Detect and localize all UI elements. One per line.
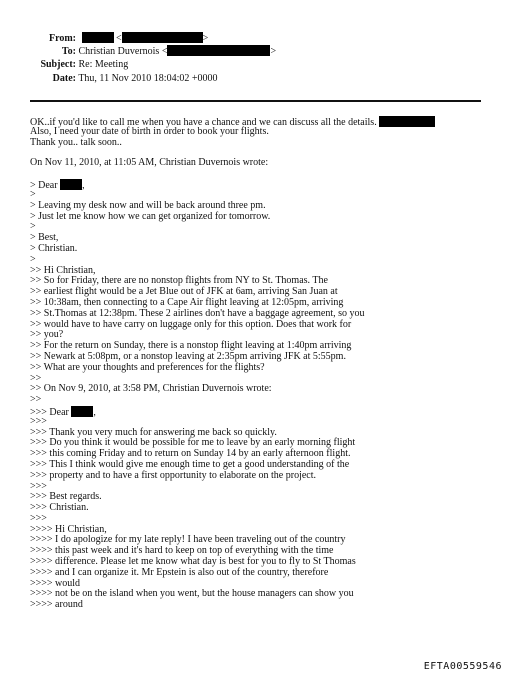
quoted-line: >> St.Thomas at 12:38pm. These 2 airlines don't have a baggage agreement, so you — [30, 307, 365, 319]
quoted-line: >> What are your thoughts and preferences for the flights? — [30, 361, 265, 373]
quoted-line: > Christian. — [30, 242, 78, 254]
body-line: Also, I need your date of birth in order to book your flights. — [30, 125, 269, 137]
quoted-line: > — [30, 253, 36, 265]
quoted-line: >>>> Hi Christian, — [30, 523, 107, 535]
quoted-line: >>>> this past week and it's hard to keep on top of everything with the time — [30, 545, 334, 557]
quoted-line: >>> Best regards. — [30, 491, 102, 503]
quoted-line: >> earliest flight would be a Jet Blue out of JFK at 6am, arriving San Juan at — [30, 286, 338, 298]
quoted-line: >> Newark at 5:08pm, or a nonstop leaving at 2:35pm arriving JFK at 5:55pm. — [30, 350, 346, 362]
redaction-block — [71, 406, 93, 417]
to-label: To: — [61, 46, 76, 57]
quoted-line: > Best, — [30, 232, 59, 244]
email-body — [30, 116, 490, 611]
from-row — [0, 32, 480, 45]
subject-row — [0, 58, 480, 71]
date-label: Date: — [52, 73, 76, 84]
angle-close: > — [202, 33, 209, 44]
document-id: EFTA00559546 — [423, 661, 502, 672]
redaction-block — [167, 45, 270, 56]
redaction-block — [82, 32, 114, 43]
quoted-line: >>> — [30, 480, 47, 492]
from-label: From: — [48, 33, 76, 44]
quoted-line: >>>> would — [30, 577, 81, 589]
quoted-line: >> Hi Christian, — [30, 264, 96, 276]
quoted-line: >>> Do you think it would be possible for me to leave by an early morning flight — [30, 437, 356, 449]
redaction-block — [379, 116, 435, 127]
quoted-line: >> So for Friday, there are no nonstop flights from NY to St. Thomas. The — [30, 275, 328, 287]
angle-open: < — [116, 33, 122, 44]
quoted-line: >>> Christian. — [30, 502, 89, 514]
quoted-line: > — [30, 221, 36, 233]
date-value: Thu, 11 Nov 2010 18:04:02 +0000 — [78, 73, 218, 84]
quoted-line: >> For the return on Sunday, there is a nonstop flight leaving at 1:40pm arriving — [30, 340, 352, 352]
body-line: Thank you.. talk soon.. — [30, 136, 122, 148]
quoted-line: >> — [30, 372, 42, 384]
greeting-line: > Dear , — [30, 180, 85, 192]
header-divider — [30, 100, 481, 102]
angle-close: > — [270, 46, 277, 57]
to-row — [0, 45, 480, 58]
subject-value: Re: Meeting — [78, 59, 129, 70]
quoted-line: > Leaving my desk now and will be back around three pm. — [30, 199, 266, 211]
date-row — [0, 72, 480, 85]
quoted-line: >>> — [30, 512, 47, 524]
greeting-line: >>> Dear , — [30, 406, 96, 418]
quoted-line: >> would have to have carry on luggage only for this option. Does that work for — [30, 318, 352, 330]
quoted-line: > — [30, 188, 36, 200]
redaction-block — [60, 179, 82, 190]
quoted-line: >> On Nov 9, 2010, at 3:58 PM, Christian Duvernois wrote: — [30, 383, 272, 395]
quoted-line: >> 10:38am, then connecting to a Cape Air flight leaving at 12:05pm, arriving — [30, 296, 344, 308]
quoted-line: >>> property and to have a first opportunity to elaborate on the project. — [30, 469, 317, 481]
quoted-line: >>> Thank you very much for answering me back so quickly. — [30, 426, 277, 438]
to-name: Christian Duvernois < — [78, 46, 168, 57]
quoted-line: >>> this coming Friday and to return on Sunday 14 by an early afternoon flight. — [30, 448, 351, 460]
quoted-line: >>>> around — [30, 599, 83, 611]
body-line: OK..if you'd like to call me when you have a chance and we can discuss all the details. — [30, 116, 490, 127]
quoted-line: >> — [30, 394, 42, 406]
quoted-line: >>>> I do apologize for my late reply! I have been traveling out of the country — [30, 534, 346, 546]
quoted-line: >>> This I think would give me enough time to get a good understanding of the — [30, 458, 350, 470]
quoted-line: >>> — [30, 415, 47, 427]
quoted-line: >> you? — [30, 329, 64, 341]
subject-label: Subject: — [40, 59, 76, 70]
attribution-line: On Nov 11, 2010, at 11:05 AM, Christian Duvernois wrote: — [30, 157, 269, 169]
quoted-line: >>>> not be on the island when you went, but the house managers can show you — [30, 588, 354, 600]
quoted-line: >>>> difference. Please let me know what day is best for you to fly to St Thomas — [30, 556, 356, 568]
quoted-line: > Just let me know how we can get organized for tomorrow. — [30, 210, 271, 222]
quoted-line: >>>> and I can organize it. Mr Epstein is also out of the country, therefore — [30, 566, 329, 578]
redaction-block — [122, 32, 203, 43]
